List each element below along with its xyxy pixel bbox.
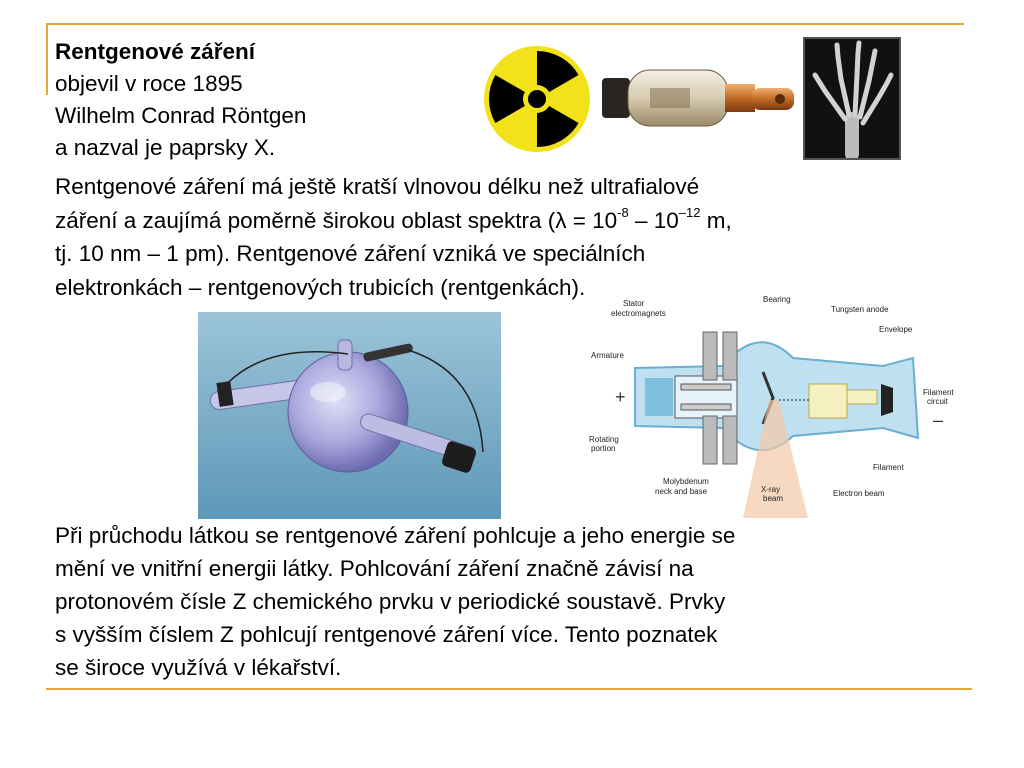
hand-xray-image <box>803 37 901 160</box>
para1-line-2: záření a zaujímá poměrně širokou oblast spektra ($\lambda = 10^{-8} - 10^{-12}$ m, <box>55 205 732 233</box>
svg-text:Envelope: Envelope <box>879 325 913 334</box>
svg-text:Stator: Stator <box>623 299 645 308</box>
svg-text:Electron beam: Electron beam <box>833 489 885 498</box>
top-rule <box>46 23 964 25</box>
svg-text:–: – <box>933 410 944 430</box>
para2-line-4: s vyšším číslem Z pohlcují rentgenové záření více. Tento poznatek <box>55 622 718 647</box>
svg-text:Tungsten anode: Tungsten anode <box>831 305 889 314</box>
slide-title: Rentgenové záření <box>55 39 256 64</box>
svg-text:X-ray: X-ray <box>761 485 781 494</box>
intro-line-3: a nazval je paprsky X. <box>55 135 276 160</box>
glass-tube-photo <box>198 312 501 519</box>
svg-text:portion: portion <box>591 444 616 453</box>
para1-line-1: Rentgenové záření má ještě kratší vlnovou délku než ultrafialové <box>55 174 700 199</box>
bottom-rule <box>46 688 972 690</box>
svg-text:+: + <box>615 387 626 407</box>
radiation-symbol-image <box>480 45 595 153</box>
svg-text:circuit: circuit <box>927 397 948 406</box>
intro-line-2: Wilhelm Conrad Röntgen <box>55 103 307 128</box>
intro-line-1: objevil v roce 1895 <box>55 71 243 96</box>
svg-text:Filament: Filament <box>873 463 904 472</box>
xray-tube-diagram <box>583 288 968 518</box>
paragraph-absorption <box>55 519 955 684</box>
xray-tube-image <box>600 58 800 138</box>
svg-text:electromagnets: electromagnets <box>611 309 666 318</box>
svg-text:Filament: Filament <box>923 388 954 397</box>
para2-line-2: mění ve vnitřní energii látky. Pohlcování záření značně závisí na <box>55 556 694 581</box>
para1-line-3: tj. 10 nm – 1 pm). Rentgenové záření vzniká ve speciálních <box>55 241 646 266</box>
paragraph-wavelength <box>55 170 955 304</box>
left-rule <box>46 23 48 95</box>
svg-text:Bearing: Bearing <box>763 295 791 304</box>
para2-line-1: Při průchodu látkou se rentgenové záření pohlcuje a jeho energie se <box>55 523 736 548</box>
svg-text:beam: beam <box>763 494 784 503</box>
para1-line-4: elektronkách – rentgenových trubicích (rentgenkách). <box>55 274 586 300</box>
svg-text:neck and base: neck and base <box>655 487 708 496</box>
para2-line-3: protonovém čísle Z chemického prvku v periodické soustavě. Prvky <box>55 589 726 614</box>
svg-text:Armature: Armature <box>591 351 624 360</box>
svg-text:Rotating: Rotating <box>589 435 619 444</box>
para2-line-5: se široce využívá v lékařství. <box>55 655 342 680</box>
svg-text:Molybdenum: Molybdenum <box>663 477 709 486</box>
